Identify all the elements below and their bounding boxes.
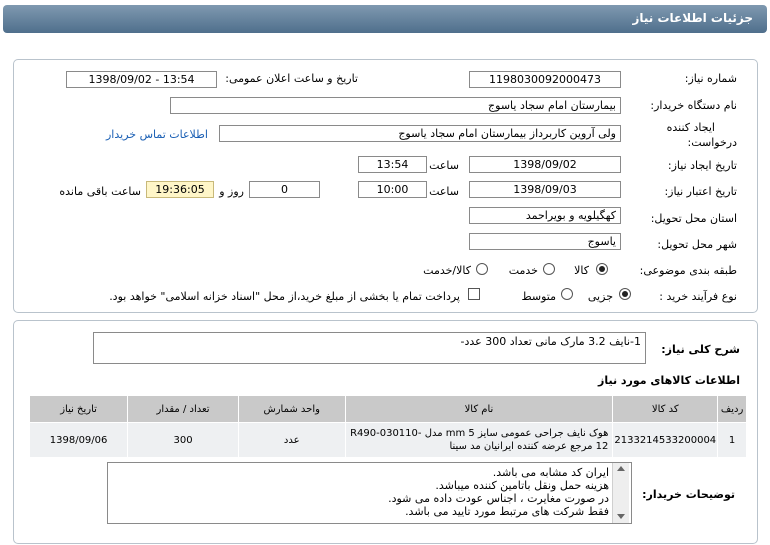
description-field: 1-نایف 3.2 مارک مانی تعداد 300 عدد-	[93, 332, 646, 364]
cell-name-line-2: 12 مرجع عرضه کننده ایرانیان مد سینا	[449, 441, 609, 452]
creator-field: ولی آروین کاربرداز بیمارستان امام سجاد یاسوج	[219, 125, 621, 142]
page-title: جزئیات اطلاعات نیاز	[632, 11, 753, 25]
treasury-payment-note: پرداخت تمام یا بخشی از مبلغ خرید،از محل "اسناد خزانه اسلامی" خواهد بود.	[109, 290, 460, 303]
description-label: شرح کلی نیاز:	[661, 343, 740, 356]
province-field: کهگیلویه و بویراحمد	[469, 207, 621, 224]
category-radio-goods[interactable]	[596, 263, 608, 275]
province-label: استان محل تحویل:	[650, 212, 737, 225]
buyer-field: بیمارستان امام سجاد یاسوج	[170, 97, 621, 114]
goods-table	[29, 395, 747, 458]
process-option-medium: متوسط	[521, 290, 556, 303]
goods-table-header	[30, 396, 747, 423]
valid-date-field: 1398/09/03	[469, 181, 621, 198]
days-label: روز و	[219, 185, 244, 198]
buyer-note-line: در صورت مغایرت ، اجناس عودت داده می شود.	[388, 492, 609, 505]
remaining-time-field: 19:36:05	[146, 181, 214, 198]
cell-qty: 300	[128, 423, 239, 458]
col-index: ردیف	[718, 396, 747, 423]
remaining-label: ساعت باقی مانده	[59, 185, 141, 198]
col-name: نام کالا	[345, 396, 613, 423]
category-label: طبقه بندی موضوعی:	[639, 264, 737, 277]
col-date: تاریخ نیاز	[30, 396, 128, 423]
col-unit: واحد شمارش	[238, 396, 345, 423]
contact-buyer-link[interactable]: اطلاعات تماس خریدار	[106, 128, 208, 141]
cell-code: 2133214533200004	[613, 423, 718, 458]
buyer-note-line: ایران کد مشابه می باشد.	[492, 466, 609, 479]
category-option-service: خدمت	[508, 264, 538, 277]
col-code: کد کالا	[613, 396, 718, 423]
announce-field: 1398/09/02 - 13:54	[66, 71, 217, 88]
created-date-label: تاریخ ایجاد نیاز:	[667, 159, 737, 172]
category-option-goods-service: کالا/خدمت	[423, 264, 471, 277]
created-date-field: 1398/09/02	[469, 156, 621, 173]
title-bar	[3, 5, 767, 33]
valid-time-field: 10:00	[358, 181, 427, 198]
scroll-up-arrow-icon[interactable]	[617, 466, 625, 471]
buyer-label: نام دستگاه خریدار:	[650, 99, 737, 112]
cell-name	[345, 423, 613, 458]
category-option-goods: کالا	[574, 264, 589, 277]
cell-date: 1398/09/06	[30, 423, 128, 458]
buyer-notes-label: توضیحات خریدار:	[642, 488, 735, 501]
created-time-field: 13:54	[358, 156, 427, 173]
category-radio-goods-service[interactable]	[476, 263, 488, 275]
valid-time-label: ساعت	[429, 185, 459, 198]
process-option-minor: جزیی	[587, 290, 613, 303]
city-label: شهر محل تحویل:	[657, 238, 737, 251]
cell-unit: عدد	[238, 423, 345, 458]
treasury-payment-checkbox[interactable]	[468, 288, 480, 300]
col-qty: تعداد / مقدار	[128, 396, 239, 423]
category-radio-service[interactable]	[543, 263, 555, 275]
valid-date-label: تاریخ اعتبار نیاز:	[664, 185, 737, 198]
creator-label-1: ایجاد کننده	[666, 121, 715, 134]
created-time-label: ساعت	[429, 159, 459, 172]
need-number-label: شماره نیاز:	[684, 72, 737, 85]
creator-label-2: درخواست:	[687, 136, 737, 149]
cell-index: 1	[718, 423, 747, 458]
buyer-notes-textarea[interactable]	[107, 462, 632, 524]
buyer-note-line: هزینه حمل ونقل باتامین کننده میباشد.	[435, 479, 609, 492]
scroll-down-arrow-icon[interactable]	[617, 514, 625, 519]
city-field: یاسوج	[469, 233, 621, 250]
days-field: 0	[249, 181, 320, 198]
process-radio-minor[interactable]	[619, 288, 631, 300]
cell-name-line-1: هوک نایف جراحی عمومی سایز 5 mm مدل -R490-030110	[350, 428, 609, 439]
goods-section-title: اطلاعات کالاهای مورد نیاز	[598, 374, 740, 387]
announce-label: تاریخ و ساعت اعلان عمومی:	[225, 72, 358, 85]
process-radio-medium[interactable]	[561, 288, 573, 300]
need-number-field: 1198030092000473	[469, 71, 621, 88]
process-label: نوع فرآیند خرید :	[659, 290, 737, 303]
table-row	[30, 423, 747, 458]
buyer-note-line: فقط شرکت های مرتبط مورد تایید می باشد.	[405, 505, 609, 518]
notes-scrollbar[interactable]	[612, 463, 629, 523]
